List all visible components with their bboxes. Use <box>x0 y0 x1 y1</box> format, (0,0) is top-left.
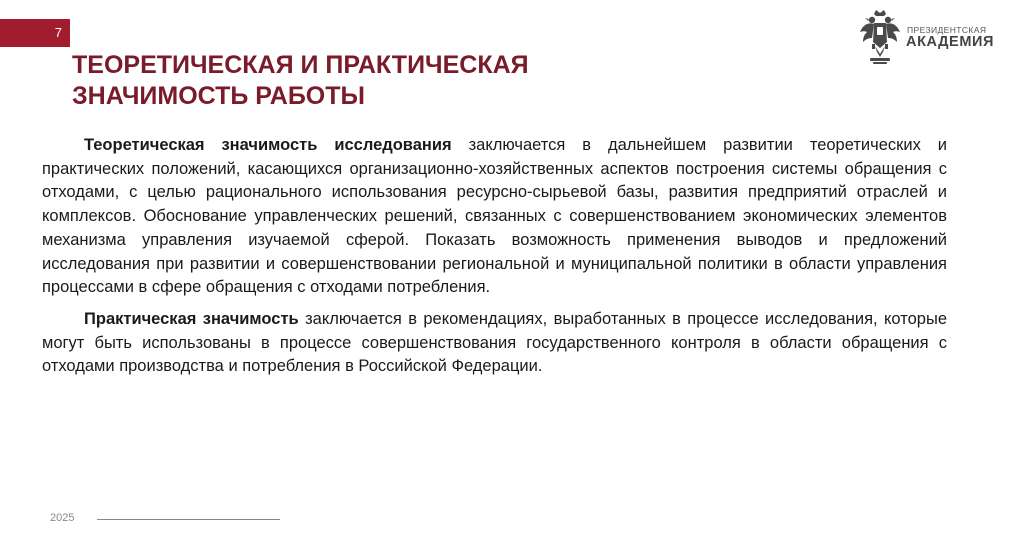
paragraph-theoretical-text: заключается в дальнейшем развитии теоретических и практических положений, касающихся организационно-хозяйственных аспектов построения системы обращения с отходами, с целью рационального использования ресурсно-сырьевой базы, развития предприятий отраслей и комплексов. Обоснование управленческих решений, связанных с совершенствованием экономических элементов механизма управления изучаемой сферой. Показать возможность применения выводов и предложений исследования при развитии и совершенствовании региональной и муниципальной политики в области управления процессами в сфере обращения с отходами потребления. <box>42 136 947 297</box>
logo-line-1: ПРЕЗИДЕНТСКАЯ <box>907 25 987 35</box>
paragraph-theoretical-lead: Теоретическая значимость исследования <box>84 136 452 154</box>
paragraph-practical <box>42 308 947 379</box>
logo-line-2: АКАДЕМИЯ <box>906 34 995 50</box>
slide-number: 7 <box>54 25 62 40</box>
academy-logo <box>858 8 998 68</box>
slide-body <box>42 134 947 379</box>
paragraph-practical-text: заключается в рекомендациях, выработанных в процессе исследования, которые могут быть использованы в процессе совершенствования государственного контроля в области обращения с отходами производства и потребления в Российской Федерации. <box>42 309 947 376</box>
title-line-2: ЗНАЧИМОСТЬ РАБОТЫ <box>72 82 365 110</box>
slide-title <box>72 50 792 112</box>
title-line-1: ТЕОРЕТИЧЕСКАЯ И ПРАКТИЧЕСКАЯ <box>72 51 529 79</box>
footer-divider <box>97 519 280 520</box>
slide-number-bar <box>0 19 70 47</box>
paragraph-practical-lead: Практическая значимость <box>84 309 299 328</box>
eagle-emblem-icon <box>858 8 902 66</box>
paragraph-theoretical <box>42 134 947 300</box>
footer-year: 2025 <box>50 512 75 524</box>
